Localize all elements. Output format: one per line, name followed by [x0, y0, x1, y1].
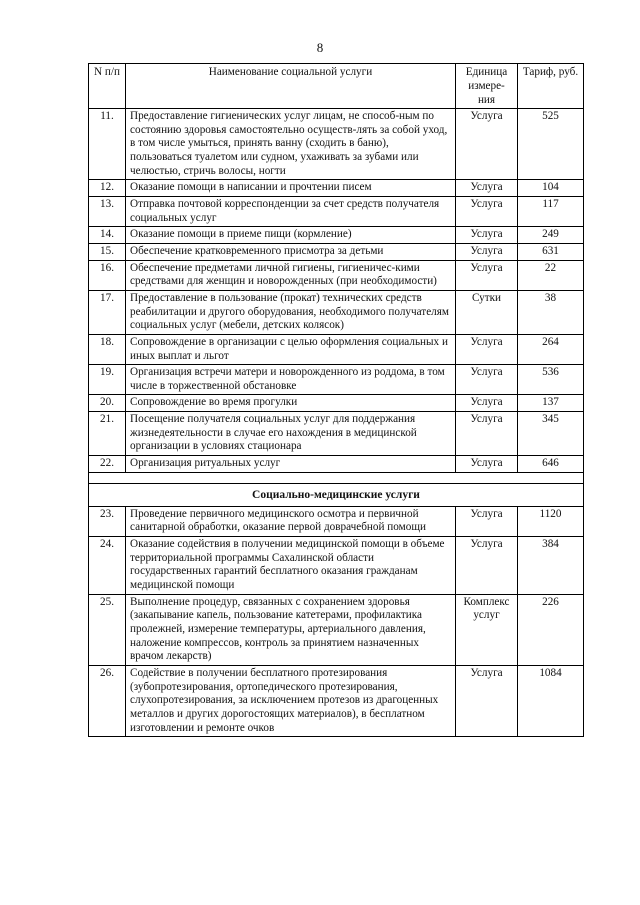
table-row — [89, 196, 584, 226]
row-tariff: 249 — [518, 227, 584, 244]
table-row — [89, 456, 584, 473]
row-num: 17. — [89, 290, 126, 334]
row-tariff: 38 — [518, 290, 584, 334]
row-num: 18. — [89, 334, 126, 364]
row-unit: Услуга — [456, 365, 518, 395]
row-unit: Услуга — [456, 243, 518, 260]
row-unit: Услуга — [456, 180, 518, 197]
row-tariff: 117 — [518, 196, 584, 226]
row-name: Посещение получателя социальных услуг для поддержания жизнедеятельности в случае его нахождения в медицинской организации в условиях стационара — [126, 412, 456, 456]
row-tariff: 536 — [518, 365, 584, 395]
row-num: 15. — [89, 243, 126, 260]
row-tariff: 525 — [518, 109, 584, 180]
table-row — [89, 537, 584, 595]
row-unit: Услуга — [456, 456, 518, 473]
row-unit: Услуга — [456, 260, 518, 290]
header-unit: Единица измере- ния — [456, 64, 518, 109]
row-tariff: 1084 — [518, 665, 584, 736]
row-num: 11. — [89, 109, 126, 180]
row-num: 24. — [89, 537, 126, 595]
tariff-table — [88, 63, 584, 737]
row-tariff: 104 — [518, 180, 584, 197]
row-num: 12. — [89, 180, 126, 197]
row-unit: Сутки — [456, 290, 518, 334]
row-tariff: 631 — [518, 243, 584, 260]
row-tariff: 646 — [518, 456, 584, 473]
header-num: N п/п — [89, 64, 126, 109]
row-tariff: 345 — [518, 412, 584, 456]
header-tariff: Тариф, руб. — [518, 64, 584, 109]
page-number: 8 — [316, 40, 324, 55]
table-row — [89, 260, 584, 290]
row-num: 16. — [89, 260, 126, 290]
row-name: Оказание содействия в получении медицинской помощи в объеме территориальной программы Сахалинской области государственных гарантий бесплатного оказания гражданам медицинской помощи — [126, 537, 456, 595]
row-tariff: 137 — [518, 395, 584, 412]
row-tariff: 1120 — [518, 506, 584, 536]
row-num: 19. — [89, 365, 126, 395]
row-unit: Услуга — [456, 665, 518, 736]
row-unit: Услуга — [456, 537, 518, 595]
row-unit: Услуга — [456, 334, 518, 364]
row-name: Сопровождение в организации с целью оформления социальных и иных выплат и льгот — [126, 334, 456, 364]
row-tariff: 226 — [518, 594, 584, 665]
row-name: Организация ритуальных услуг — [126, 456, 456, 473]
row-unit: Услуга — [456, 412, 518, 456]
row-unit: Услуга — [456, 227, 518, 244]
row-num: 25. — [89, 594, 126, 665]
blank-row — [89, 472, 584, 483]
row-unit: Услуга — [456, 506, 518, 536]
row-num: 14. — [89, 227, 126, 244]
table-row — [89, 665, 584, 736]
section-title: Социально-медицинские услуги — [89, 483, 584, 506]
table-row — [89, 506, 584, 536]
row-unit: Услуга — [456, 196, 518, 226]
row-name: Содействие в получении бесплатного протезирования (зубопротезирования, ортопедического протезирования, слухопротезирования, за исключением протезов из драгоценных металлов и других дорогостоящих материалов), в бесплатном изготовлении и ремонте очков — [126, 665, 456, 736]
row-num: 13. — [89, 196, 126, 226]
row-tariff: 384 — [518, 537, 584, 595]
table-row — [89, 290, 584, 334]
table-row — [89, 334, 584, 364]
table-row — [89, 227, 584, 244]
table-row — [89, 395, 584, 412]
row-num: 26. — [89, 665, 126, 736]
row-unit: Комплекс услуг — [456, 594, 518, 665]
row-name: Сопровождение во время прогулки — [126, 395, 456, 412]
row-name: Проведение первичного медицинского осмотра и первичной санитарной обработки, оказание первой доврачебной помощи — [126, 506, 456, 536]
row-num: 20. — [89, 395, 126, 412]
row-name: Оказание помощи в написании и прочтении писем — [126, 180, 456, 197]
blank-cell — [89, 472, 584, 483]
row-name: Выполнение процедур, связанных с сохранением здоровья (закапывание капель, пользование катетерами, профилактика пролежней, измерение температуры, артериального давления, наложение компрессов, контроль за принятием назначенных врачом лекарств) — [126, 594, 456, 665]
row-name: Обеспечение кратковременного присмотра за детьми — [126, 243, 456, 260]
table-header-row — [89, 64, 584, 109]
section-row — [89, 483, 584, 506]
header-name: Наименование социальной услуги — [126, 64, 456, 109]
row-name: Предоставление гигиенических услуг лицам, не способ-ным по состоянию здоровья самостоятельно осуществ-лять за собой уход, в том числе умыться, принять ванну (сходить в баню), пользоваться туалетом или судном, ухаживать за зубами или челюстью, стричь волосы, ногти — [126, 109, 456, 180]
row-num: 22. — [89, 456, 126, 473]
row-tariff: 264 — [518, 334, 584, 364]
table-row — [89, 594, 584, 665]
row-unit: Услуга — [456, 109, 518, 180]
table-row — [89, 180, 584, 197]
table-row — [89, 365, 584, 395]
row-num: 23. — [89, 506, 126, 536]
row-name: Обеспечение предметами личной гигиены, гигиеничес-кими средствами для женщин и новорожденных (при необходимости) — [126, 260, 456, 290]
table-row — [89, 109, 584, 180]
row-name: Организация встречи матери и новорожденного из роддома, в том числе в торжественной обстановке — [126, 365, 456, 395]
row-name: Предоставление в пользование (прокат) технических средств реабилитации и другого оборудования, необходимого получателям социальных услуг (мебели, детских колясок) — [126, 290, 456, 334]
row-name: Отправка почтовой корреспонденции за счет средств получателя социальных услуг — [126, 196, 456, 226]
row-num: 21. — [89, 412, 126, 456]
row-unit: Услуга — [456, 395, 518, 412]
table-row — [89, 412, 584, 456]
row-tariff: 22 — [518, 260, 584, 290]
table-row — [89, 243, 584, 260]
row-name: Оказание помощи в приеме пищи (кормление) — [126, 227, 456, 244]
